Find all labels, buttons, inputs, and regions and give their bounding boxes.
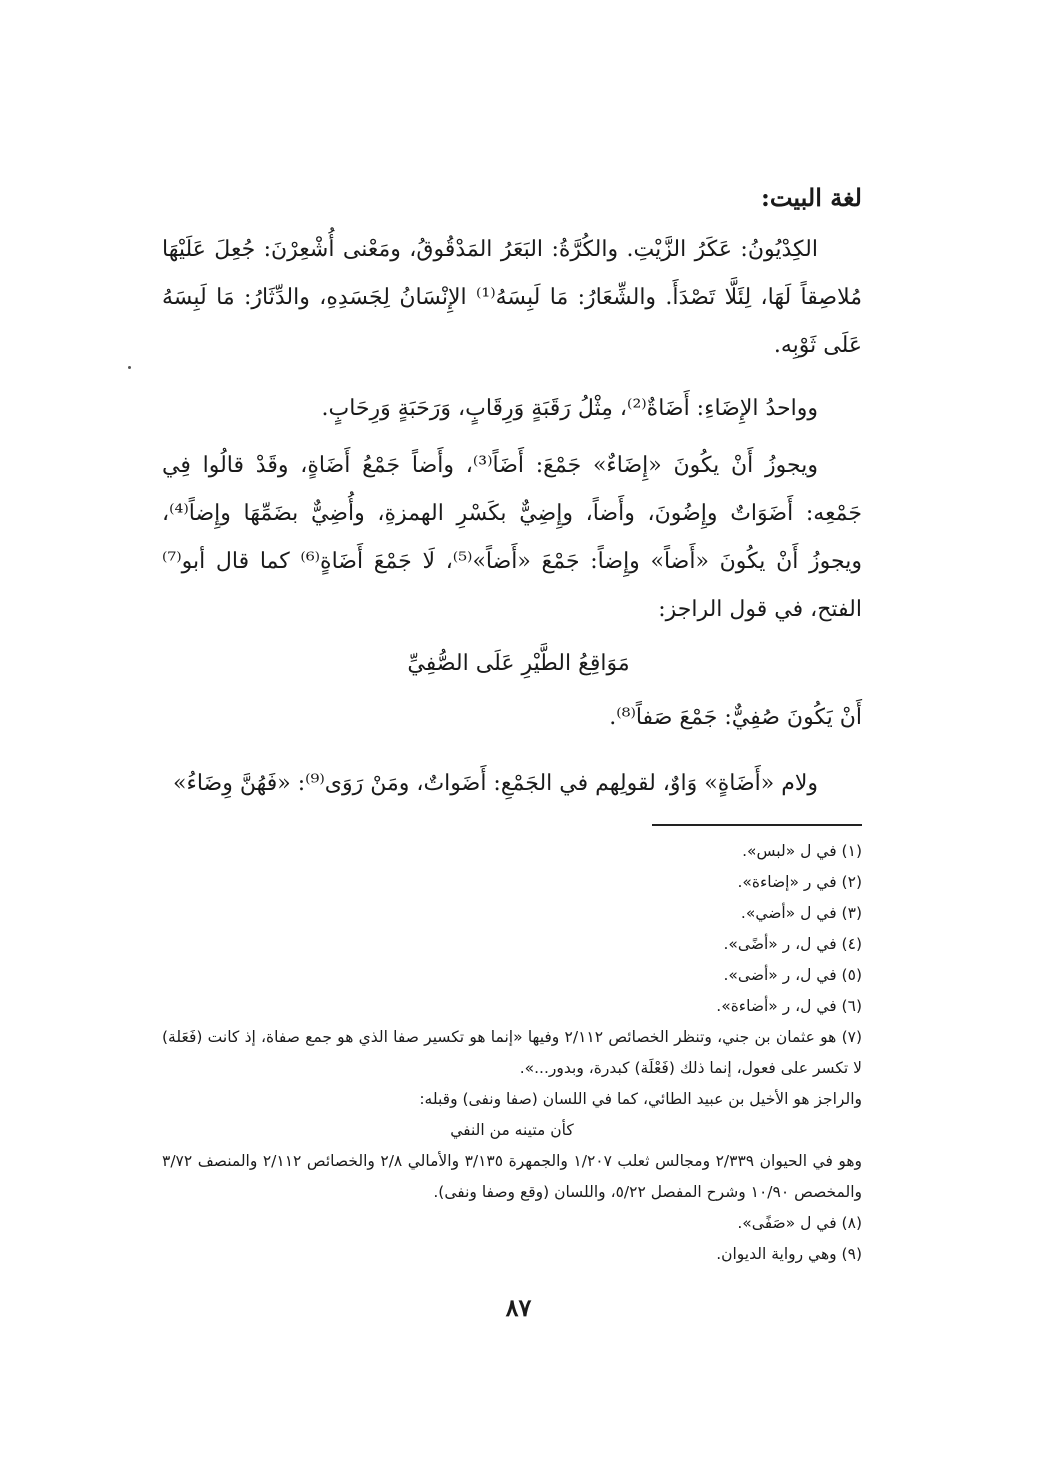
paragraph-singular: وواحدُ الإِضَاءِ: أَضَاةٌ⁽²⁾، مِثْلُ رَقَبَةٍ وَرِقَابٍ، وَرَحَبَةٍ وَرِحَابٍ. <box>321 396 818 421</box>
section-heading: لغة البيت: <box>760 183 862 212</box>
footnote-item: (١) في ل «لبس». <box>742 842 862 860</box>
footnote-item: (٧) هو عثمان بن جني، وتنظر الخصائص ٢/١١٢ وفيها «إنما هو تكسير صفا الذي هو جمع صفاة، إذ كانت (فَعَلة) لا تكسر على فعول، إنما ذلك (فَعْلَة) كبدرة، وبدور...». <box>162 1028 863 1077</box>
footnote-item: (٢) في ر «إضاءة». <box>737 873 862 891</box>
footnote-item: (٨) في ل «صَفًى». <box>737 1214 862 1232</box>
footnote-item: (٩) وهي رواية الديوان. <box>716 1245 862 1263</box>
footnote-item: (٣) في ل «أضي». <box>740 904 862 922</box>
footnote-item: (٤) في ل، ر «أضًى». <box>723 935 862 953</box>
paragraph-lam: ولام «أَضَاةٍ» وَاوٌ، لقولِهم في الجَمْعِ: أَضَواتٌ، ومَنْ رَوَى⁽⁹⁾: «فَهُنَّ وِضَاءُ» <box>173 771 818 796</box>
footnote-sources: وهو في الحيوان ٢/٣٣٩ ومجالس ثعلب ١/٢٠٧ والجمهرة ٣/١٣٥ والأمالي ٢/٨ والخصائص ٢/١١٢ والمنصف ٣/٧٢ والمخصص ١٠/٩٠ وشرح المفصل ٥/٢٢، واللسان (وقع وصفا ونفى). <box>162 1152 863 1201</box>
footnote-verse-line: كأن متينه من النفي <box>450 1121 574 1139</box>
paragraph-sufiyy: أَنْ يَكُونَ صُفِيٌّ: جَمْعَ صَفاً⁽⁸⁾. <box>609 705 862 730</box>
footnotes-list <box>162 836 862 1270</box>
paragraph-vocabulary: الكِدْيُونُ: عَكَرُ الزَّيْتِ. والكُرَّةُ: البَعَرُ المَدْقُوقُ، ومَعْنى أُشْعِرْنَ: جُعِلَ عَلَيْهَا مُلاصِقاً لَهَا، لِئَلَّا تَصْدَأَ. والشِّعَارُ: مَا لَبِسَهُ⁽¹⁾ الإِنْسَانُ لِجَسَدِهِ، والدِّثَارُ: مَا لَبِسَهُ عَلَى ثَوْبِه. <box>162 237 862 358</box>
margin-mark <box>128 366 131 369</box>
footnote-item: (٦) في ل، ر «أضاءة». <box>716 997 862 1015</box>
footnote-rajiz-note: والراجز هو الأخيل بن عبيد الطائي، كما في اللسان (صفا ونفى) وقبله: <box>419 1090 862 1108</box>
verse-line: مَوَاقِعُ الطَّيْرِ عَلَى الصُّفِيِّ <box>407 651 630 676</box>
page-number: ٨٧ <box>505 1293 532 1322</box>
footnote-divider <box>652 824 862 826</box>
paragraph-plural-forms: ويجوزُ أَنْ يكُونَ «إِضَاءٌ» جَمْعَ: أَضَاً⁽³⁾، وأَضاً جَمْعُ أَضَاةٍ، وقَدْ قالُوا فِي جَمْعِه: أَضَوَاتٌ وإِضُونَ، وأَضاً، وإِضِيٌّ بكَسْرِ الهمزةِ، وأُضِيٌّ بضَمِّهَا وإِضاً⁽⁴⁾، ويجوزُ أَنْ يكُونَ «أَضاً» وإِضاً: جَمْعَ «أَضاً»⁽⁵⁾، لَا جَمْعَ أَضَاةٍ⁽⁶⁾ كما قال أبو⁽⁷⁾ الفتح، في قول الراجز: <box>162 453 862 622</box>
footnote-item: (٥) في ل، ر «أضى». <box>723 966 862 984</box>
